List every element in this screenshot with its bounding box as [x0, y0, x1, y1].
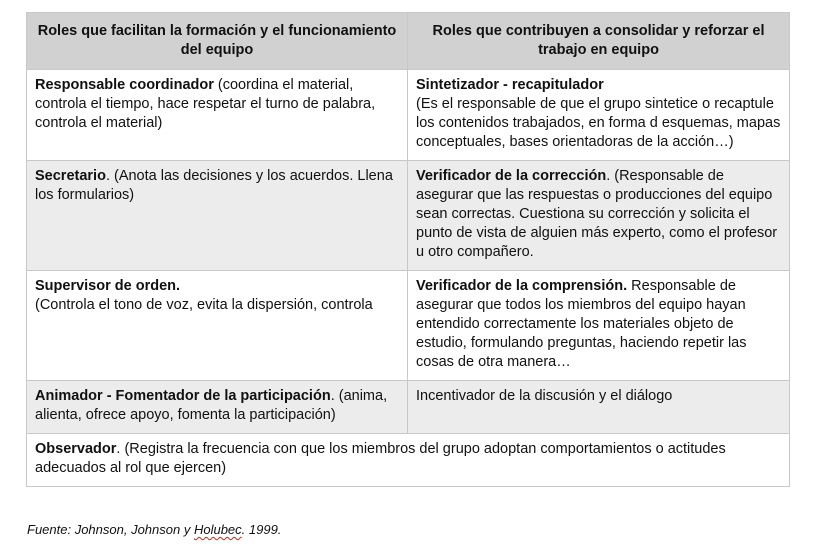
role-cell: [408, 271, 789, 380]
role-title: Sintetizador - recapitulador: [416, 77, 604, 93]
role-title: Supervisor de orden.: [35, 278, 181, 294]
role-title: Secretario: [35, 168, 106, 184]
source-author-misspelled: Holubec: [193, 522, 242, 537]
role-description: . (anima, alienta, ofrece apoyo, fomenta la participación): [35, 388, 388, 423]
role-description: Incentivador de la discusión y el diálogo: [416, 388, 673, 404]
role-cell: [408, 381, 789, 433]
source-citation: [27, 522, 281, 537]
roles-table: [26, 12, 790, 487]
role-cell: [408, 70, 789, 160]
role-title: Verificador de la comprensión.: [416, 278, 628, 294]
role-cell: [27, 70, 408, 160]
table-header-row: [27, 13, 789, 70]
role-cell: [27, 381, 408, 433]
role-title: Observador: [35, 441, 117, 457]
role-description: (Controla el tono de voz, evita la dispersión, controla: [35, 297, 373, 313]
role-title: Verificador de la corrección: [416, 168, 607, 184]
role-title: Animador - Fomentador de la participación: [35, 388, 331, 404]
table-row: [27, 70, 789, 161]
table-row-full: [27, 434, 789, 486]
role-description: . (Registra la frecuencia con que los miembros del grupo adoptan comportamientos o actitudes adecuados al rol que ejercen): [35, 441, 726, 476]
source-suffix: . 1999.: [241, 522, 282, 537]
role-cell-full: [27, 434, 789, 486]
source-prefix: Fuente: Johnson, Johnson y: [27, 522, 194, 537]
table-row: [27, 161, 789, 271]
role-description: (Es el responsable de que el grupo sintetice o recaptule los contenidos trabajados, en forma d esquemas, mapas conceptuales, bases orientadoras de la acción…): [416, 96, 781, 150]
role-cell: [408, 161, 789, 270]
role-description: Responsable de asegurar que todos los miembros del equipo hayan entendido correctamente los materiales objeto de estudio, formulando preguntas, haciendo repetir las cosas de otra manera…: [416, 278, 747, 370]
role-cell: [27, 161, 408, 270]
role-description: . (Responsable de asegurar que las respuestas o producciones del equipo sean correctas. Cuestiona su corrección y solicita el punto de vista de alguien más experto, como el profesor u otro compañero.: [416, 168, 778, 260]
role-description: . (Anota las decisiones y los acuerdos. Llena los formularios): [35, 168, 393, 203]
table-row: [27, 271, 789, 381]
header-cell-formation: Roles que facilitan la formación y el funcionamiento del equipo: [27, 13, 408, 69]
role-title: Responsable coordinador: [35, 77, 214, 93]
role-cell: [27, 271, 408, 380]
table-row: [27, 381, 789, 434]
header-cell-consolidation: Roles que contribuyen a consolidar y reforzar el trabajo en equipo: [432, 23, 765, 58]
role-description: (coordina el material, controla el tiempo, hace respetar el turno de palabra, controla el material): [35, 77, 376, 131]
